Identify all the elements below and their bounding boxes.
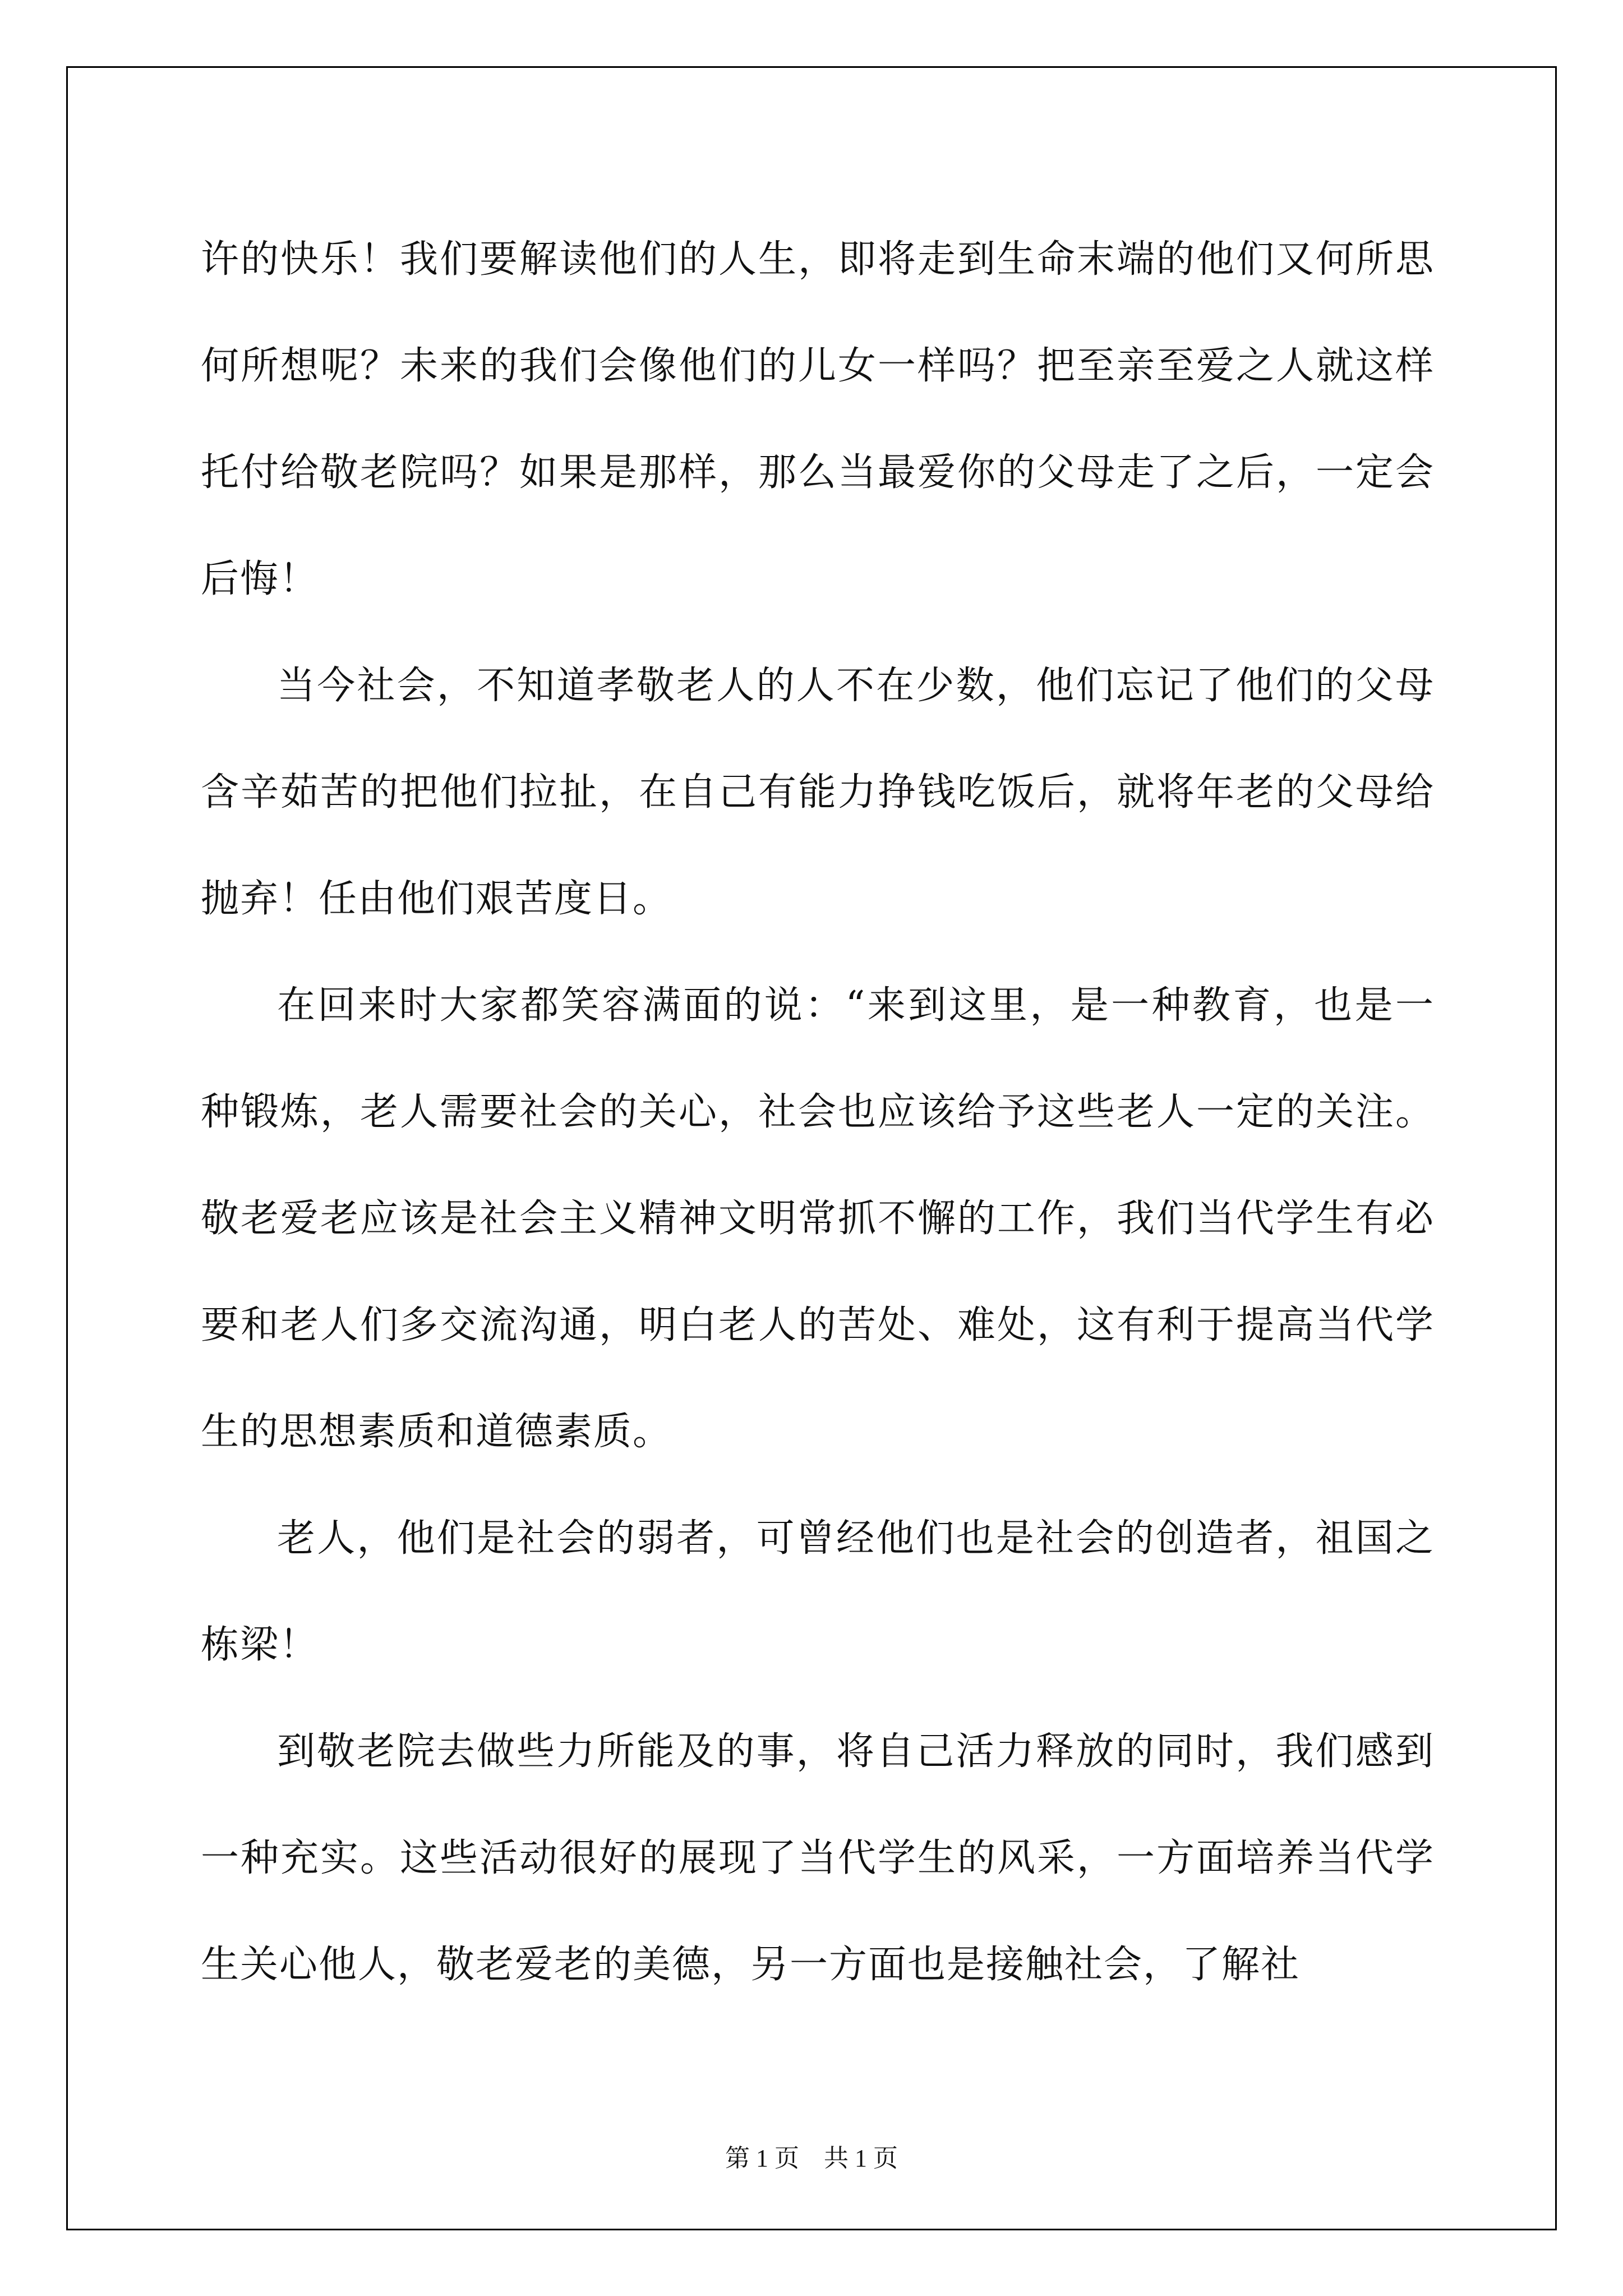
paragraph-1: 许的快乐！我们要解读他们的人生，即将走到生命末端的他们又何所思何所想呢？未来的我们会像他们的儿女一样吗？把至亲至爱之人就这样托付给敬老院吗？如果是那样，那么当最爱你的父母走了之后，一定会后悔！ <box>201 237 1435 601</box>
paragraph-2: 当今社会，不知道孝敬老人的人不在少数，他们忘记了他们的父母含辛茹苦的把他们拉扯，在自己有能力挣钱吃饭后，就将年老的父母给抛弃！任由他们艰苦度日。 <box>201 664 1435 921</box>
paragraph-4: 老人，他们是社会的弱者，可曾经他们也是社会的创造者，祖国之栋梁！ <box>201 1516 1435 1667</box>
document-body <box>201 206 1435 2018</box>
paragraph-5: 到敬老院去做些力所能及的事，将自己活力释放的同时，我们感到一种充实。这些活动很好的展现了当代学生的风采，一方面培养当代学生关心他人，敬老爱老的美德，另一方面也是接触社会，了解社 <box>201 1729 1435 1987</box>
paragraph-3: 在回来时大家都笑容满面的说：“来到这里，是一种教育，也是一种锻炼，老人需要社会的关心，社会也应该给予这些老人一定的关注。敬老爱老应该是社会主义精神文明常抓不懈的工作，我们当代学生有必要和老人们多交流沟通，明白老人的苦处、难处，这有利于提高当代学生的思想素质和道德素质。 <box>201 983 1435 1454</box>
page-number: 第 1 页 <box>725 2145 799 2172</box>
page-footer <box>0 2142 1623 2175</box>
page-total: 共 1 页 <box>824 2145 898 2172</box>
